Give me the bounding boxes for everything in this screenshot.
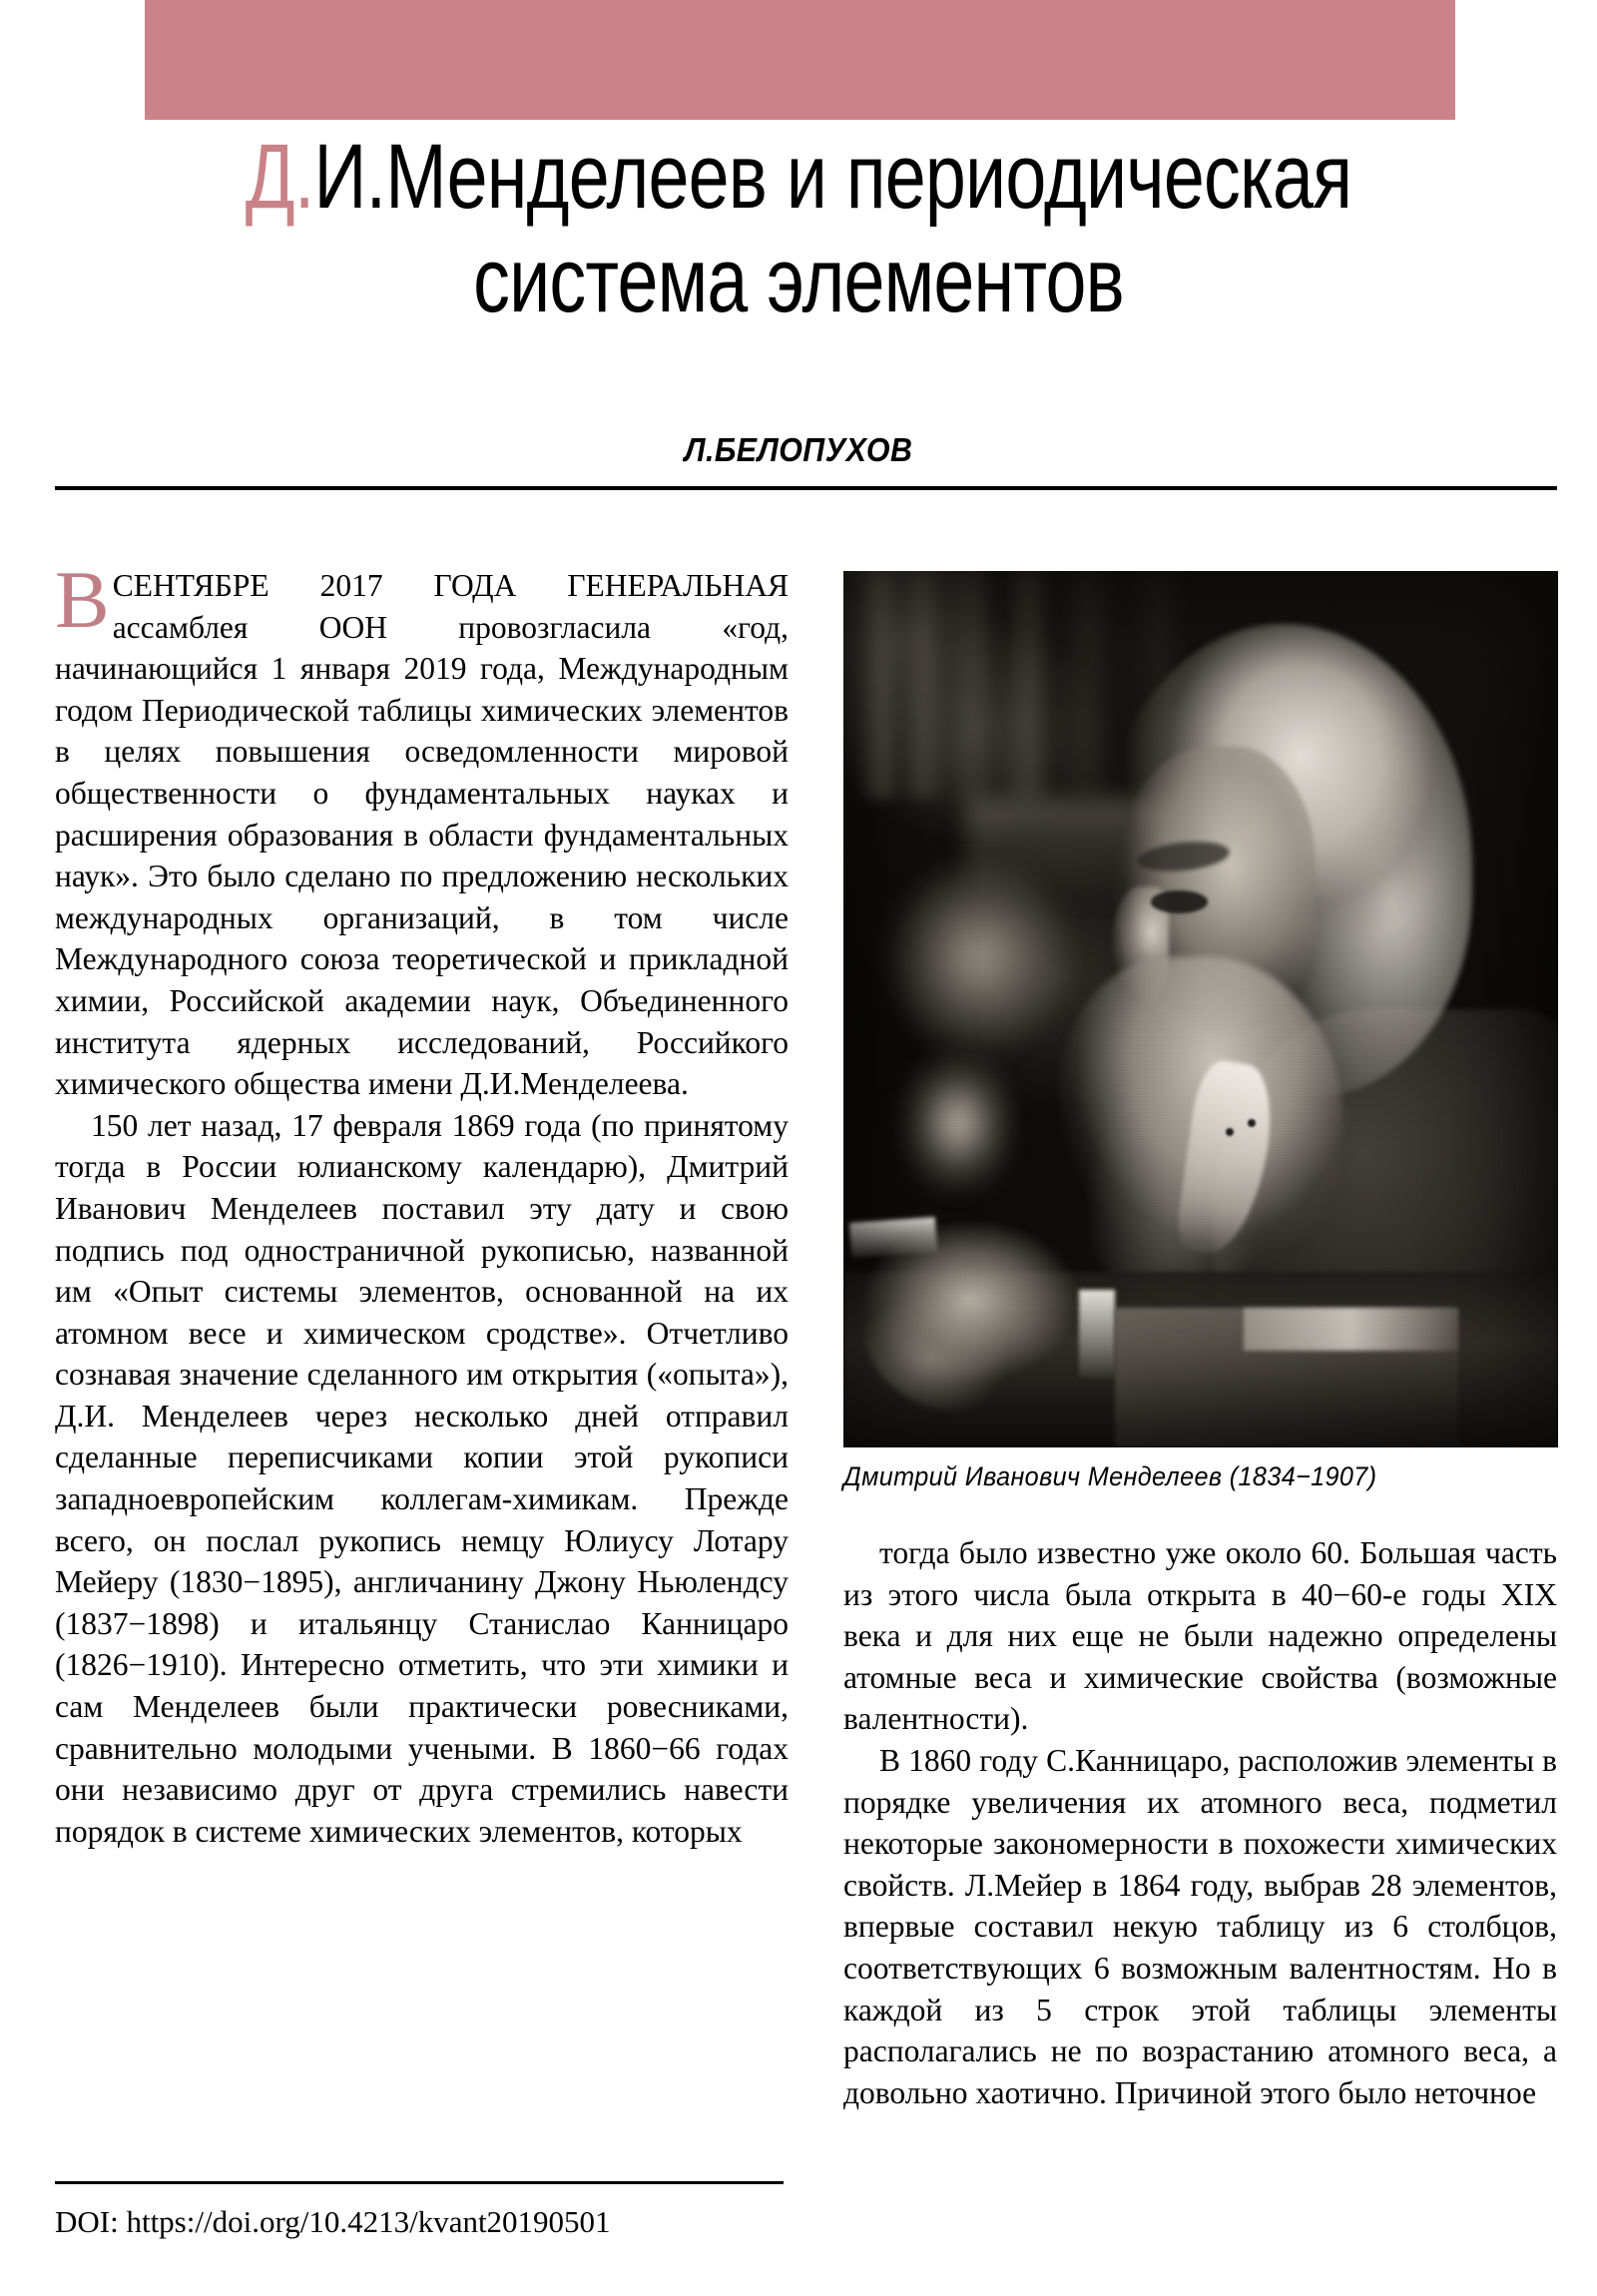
paragraph-3: тогда было известно уже около 60. Большая часть из этого числа была открыта в 40−60-е годы XIX века и для них еще не были надежно определены атомные веса и химические свойства (возможные валентности). xyxy=(843,1535,1557,1737)
page-title xyxy=(40,125,1557,332)
lead-smallcaps: СЕНТЯБРЕ 2017 ГОДА ГЕНЕРАЛЬНАЯ xyxy=(112,568,789,603)
author-byline: Л.БЕЛОПУХОВ xyxy=(684,431,913,468)
paragraph-4: В 1860 году С.Канницаро, расположив элементы в порядке увеличения их атомного веса, подметил некоторые закономерности в похожести химических свойств. Л.Мейер в 1864 году, выбрав 28 элементов, впервые составил некую таблицу из 6 столбцов, соответствующих 6 возможным валентностям. Но в каждой из 5 строк этой таблицы элементы располагались не по возрастанию атомного веса, а довольно хаотично. Причиной этого было неточное xyxy=(843,1742,1557,2110)
header-accent-bar xyxy=(145,0,1455,120)
footnote-divider-rule xyxy=(55,2181,784,2184)
drop-cap: В xyxy=(55,554,110,645)
paragraph-intro-body: ассамблея ООН провозгласила «год, начинающийся 1 января 2019 года, Международным годом Периодической таблицы химических элементов в целях повышения осведомленности мировой общественности о фундаментальных науках и расширения образования в области фундаментальных наук». Это было сделано по предложению нескольких международных организаций, в том числе Международного союза теоретической и прикладной химии, Российской академии наук, Объединенного института ядерных исследований, Российкого химического общества имени Д.И.Менделеева. xyxy=(55,609,789,1102)
title-line-1-text: И.Менделеев и периодическая xyxy=(313,126,1352,228)
title-line-2: система элементов xyxy=(473,230,1124,331)
photo-caption: Дмитрий Иванович Менделеев (1834−1907) xyxy=(843,1461,1377,1491)
article-column-left xyxy=(55,554,789,1852)
article-column-right xyxy=(843,1532,1557,2113)
doi-footnote[interactable]: DOI: https://doi.org/10.4213/kvant20190501 xyxy=(55,2204,611,2239)
title-accent-initials: Д. xyxy=(245,126,314,228)
mendeleev-photo xyxy=(843,571,1558,1447)
photo-vignette xyxy=(843,571,1558,1447)
title-line-1 xyxy=(192,125,1405,229)
paragraph-2: 150 лет назад, 17 февраля 1869 года (по принятому тогда в России юлианскому календарю), Дмитрий Иванович Менделеев поставил эту дату и свою подпись под одностраничной рукописью, названной им «Опыт системы элементов, основанной на их атомном весе и химическом сродстве». Отчетливо сознавая значение сделанного им открытия («опыта»), Д.И. Менделеев через несколько дней отправил сделанные переписчиками копии этой рукописи западноевропейским коллегам-химикам. Прежде всего, он послал рукопись немцу Юлиусу Лотару Мейеру (1830−1895), англичанину Джону Ньюлендсу (1837−1898) и итальянцу Станислао Канницаро (1826−1910). Интересно отметить, что эти химики и сам Менделеев были практически ровесниками, сравнительно молодыми учеными. В 1860−66 годах они независимо друг от друга стремились навести порядок в системе химических элементов, которых xyxy=(55,1107,789,1849)
paragraph-intro xyxy=(55,554,789,1105)
header-divider-rule xyxy=(55,486,1557,490)
